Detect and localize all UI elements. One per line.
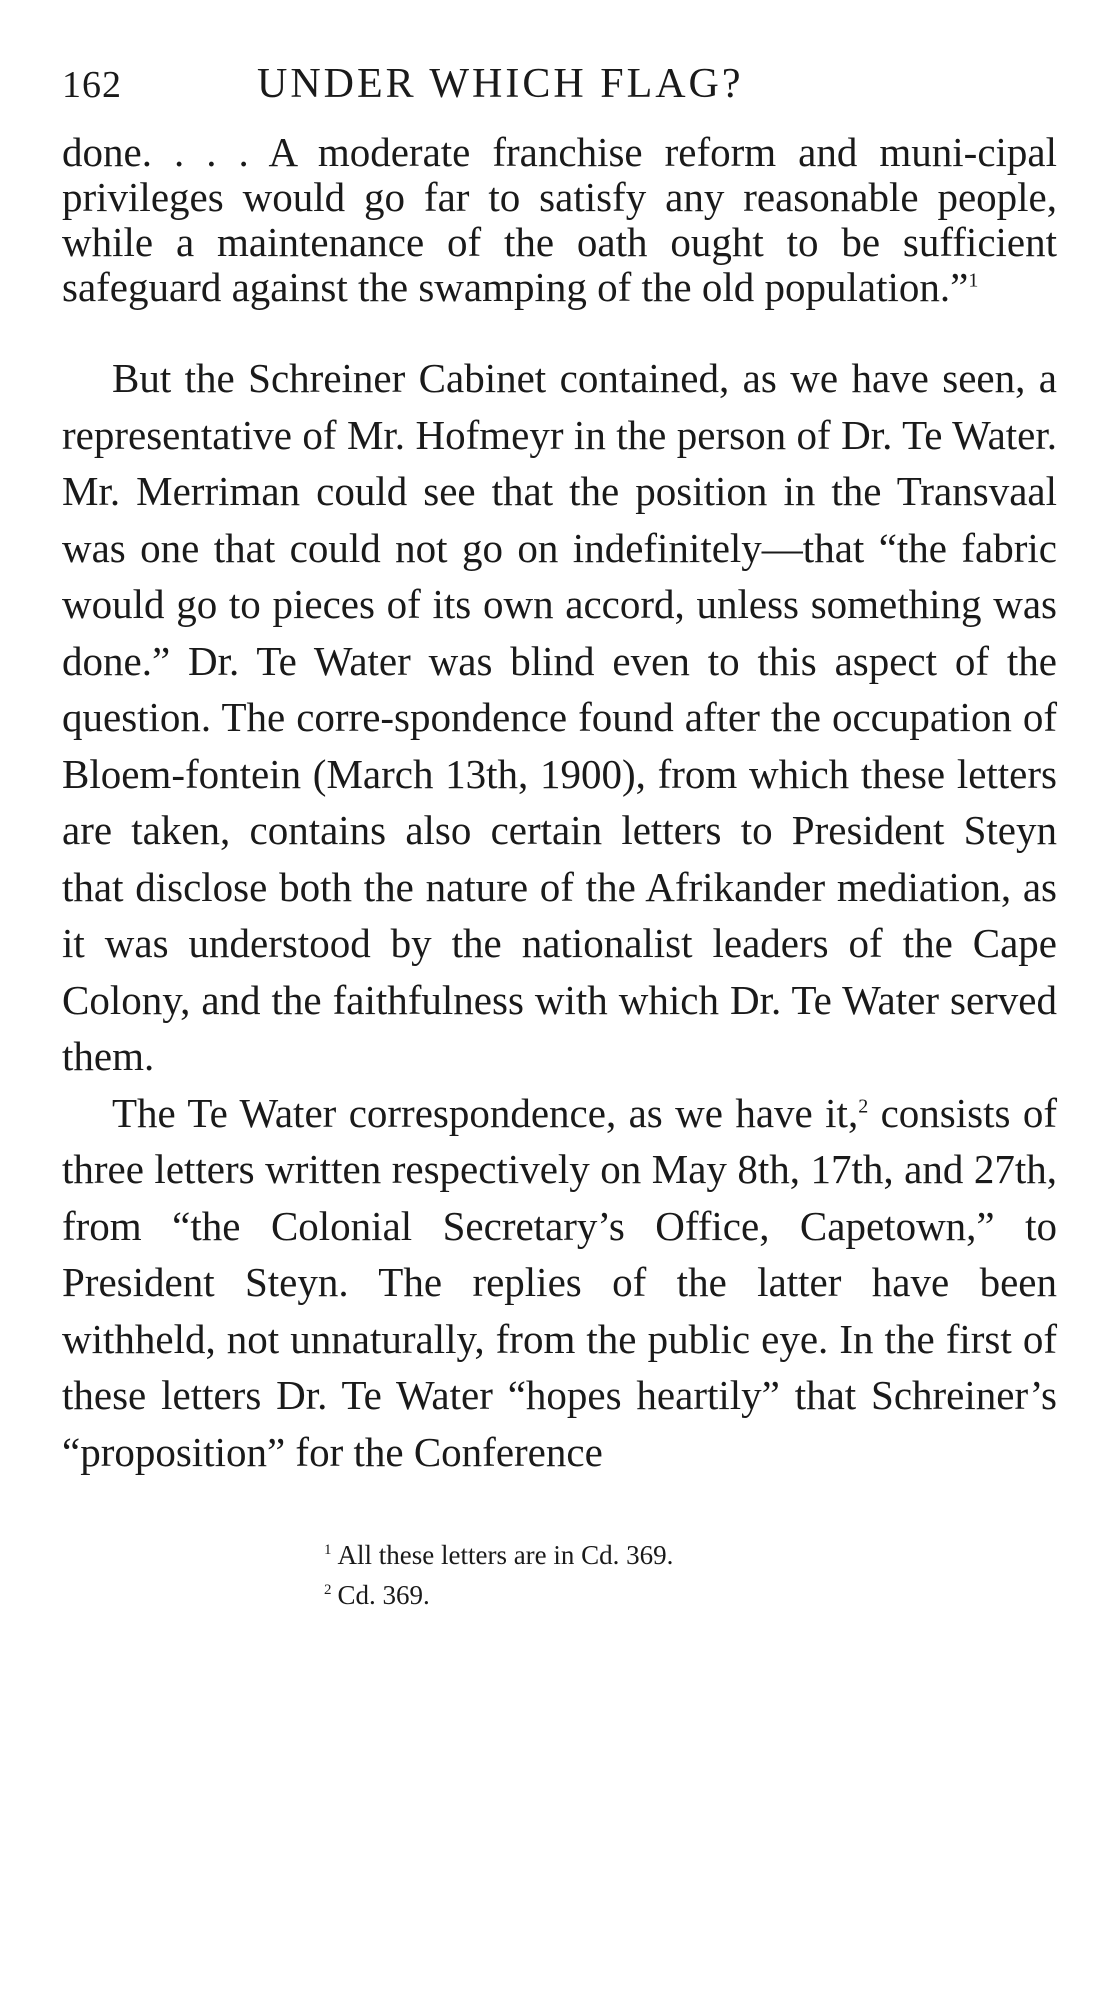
footnote-reference: 1 [968, 269, 979, 292]
paragraph-quote-continuation [62, 130, 1057, 310]
footnotes [62, 1535, 1057, 1615]
footnote-text: All these letters are in Cd. 369. [337, 1540, 674, 1570]
page-header [62, 60, 1057, 130]
footnote-text: Cd. 369. [337, 1580, 430, 1610]
book-page [62, 60, 1057, 1615]
paragraph-text: The Te Water correspondence, as we have it, [112, 1089, 859, 1136]
paragraph-text: consists of three letters written respectively on May 8th, 17th, and 27th, from “the Colonial Secretary’s Office, Capetown,” to President Steyn. The replies of the latter have been withheld, not unnaturally, from the public eye. In the first of these letters Dr. Te Water “hopes heartily” that Schreiner’s “proposition” for the Conference [62, 1089, 1058, 1475]
paragraph-te-water-correspondence [62, 1085, 1057, 1481]
running-title: UNDER WHICH FLAG? [257, 61, 744, 107]
footnote-2 [324, 1575, 1057, 1615]
footnote-1 [324, 1535, 1057, 1575]
paragraph-text: done. . . . A moderate franchise reform and muni-cipal privileges would go far to satisfy any reasonable people, while a maintenance of the oath ought to be sufficient safeguard against the swamping of the old population.” [62, 129, 1057, 310]
footnote-marker: 1 [324, 1542, 332, 1558]
footnote-marker: 2 [324, 1582, 332, 1598]
page-number: 162 [62, 64, 122, 106]
footnote-reference: 2 [858, 1094, 869, 1117]
paragraph-text: But the Schreiner Cabinet contained, as we have seen, a representative of Mr. Hofmeyr in the person of Dr. Te Water. Mr. Merriman could see that the position in the Transvaal was one that could not go on indefinitely—that “the fabric would go to pieces of its own accord, unless something was done.” Dr. Te Water was blind even to this aspect of the question. The corre-spondence found after the occupation of Bloem-fontein (March 13th, 1900), from which these letters are taken, contains also certain letters to President Steyn that disclose both the nature of the Afrikander mediation, as it was understood by the nationalist leaders of the Cape Colony, and the faithfulness with which Dr. Te Water served them. [62, 355, 1057, 1079]
paragraph-schreiner-cabinet [62, 350, 1057, 1085]
